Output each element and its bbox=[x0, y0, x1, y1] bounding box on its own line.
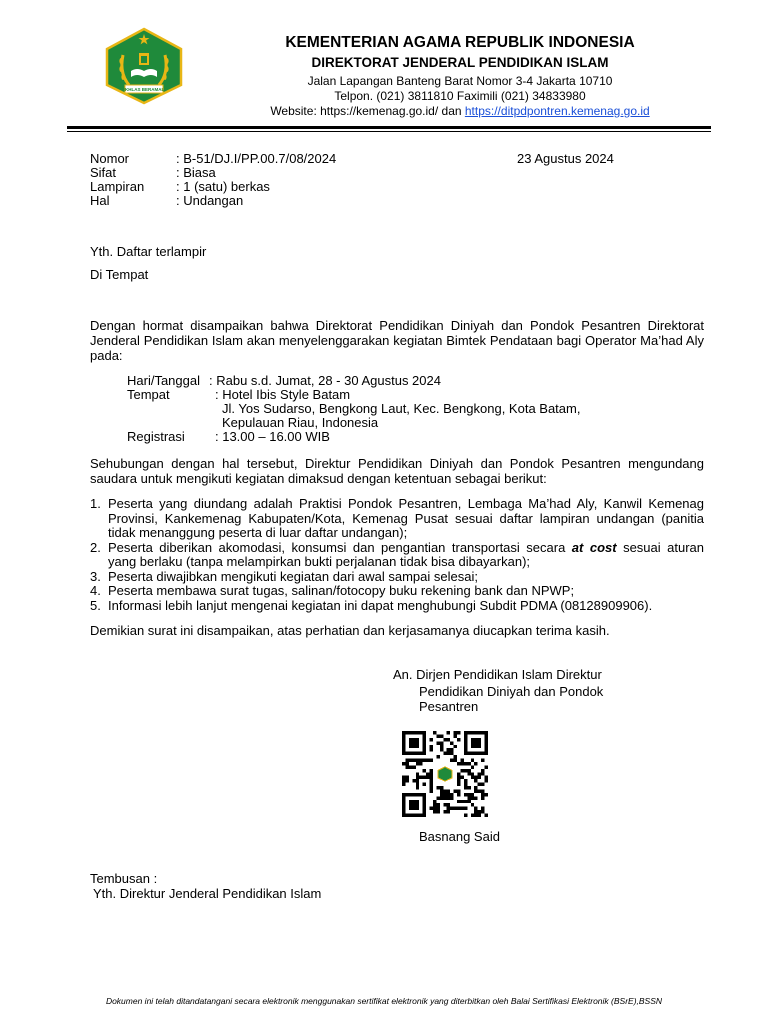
list-item bbox=[90, 497, 704, 541]
qr-module bbox=[474, 807, 477, 810]
qr-module bbox=[481, 772, 484, 775]
hal-value: : Undangan bbox=[176, 193, 244, 208]
list-item-text-part: sesuai aturan yang berlaku (tanpa melampirkan bukti perjalanan tidak bisa dibayarkan); bbox=[108, 539, 704, 569]
qr-module bbox=[481, 796, 484, 799]
qr-module bbox=[467, 800, 470, 803]
list-item-text-part: Peserta diberikan akomodasi, konsumsi dan pengantian transportasi secara bbox=[108, 539, 572, 555]
qr-module bbox=[460, 800, 463, 803]
qr-module bbox=[474, 762, 477, 765]
qr-module bbox=[457, 731, 460, 734]
qr-module bbox=[474, 786, 477, 789]
qr-finder-top-right bbox=[464, 731, 488, 755]
qr-module bbox=[402, 783, 405, 786]
qr-module bbox=[436, 796, 439, 799]
qr-module bbox=[481, 807, 484, 810]
list-item-text: Peserta membawa surat tugas, salinan/fotocopy buku rekening bank dan NPWP; bbox=[108, 583, 575, 598]
qr-module bbox=[460, 776, 463, 779]
qr-module bbox=[481, 769, 484, 772]
sifat-label: Sifat bbox=[90, 165, 117, 180]
qr-module bbox=[412, 759, 415, 762]
qr-module bbox=[474, 814, 477, 817]
qr-module bbox=[402, 762, 405, 765]
qr-module bbox=[454, 807, 457, 810]
qr-module bbox=[426, 776, 429, 779]
qr-module bbox=[450, 796, 453, 799]
signature-title-line3: Pesantren bbox=[419, 699, 479, 714]
qr-module bbox=[416, 779, 419, 782]
event-place-value: : Hotel Ibis Style Batam bbox=[215, 387, 351, 402]
qr-module bbox=[464, 800, 467, 803]
lampiran-value: : 1 (satu) berkas bbox=[176, 179, 270, 194]
qr-module bbox=[416, 772, 419, 775]
ministry-name: KEMENTERIAN AGAMA REPUBLIK INDONESIA bbox=[285, 34, 635, 51]
qr-module bbox=[402, 779, 405, 782]
qr-module bbox=[443, 810, 446, 813]
qr-module bbox=[450, 748, 453, 751]
requirements-list bbox=[90, 497, 704, 613]
qr-center-logo bbox=[436, 765, 453, 782]
letter-date: 23 Agustus 2024 bbox=[517, 151, 614, 166]
qr-module bbox=[433, 800, 436, 803]
qr-module bbox=[471, 759, 474, 762]
qr-module bbox=[409, 759, 412, 762]
qr-module bbox=[443, 752, 446, 755]
kemenag-logo bbox=[103, 27, 185, 105]
event-date-value: : Rabu s.d. Jumat, 28 - 30 Agustus 2024 bbox=[209, 373, 441, 388]
qr-module bbox=[478, 783, 481, 786]
letterhead-divider-thick bbox=[67, 126, 711, 129]
qr-module bbox=[405, 779, 408, 782]
qr-module bbox=[474, 796, 477, 799]
qr-module bbox=[485, 793, 488, 796]
qr-module bbox=[433, 731, 436, 734]
qr-module bbox=[457, 800, 460, 803]
sifat-value: : Biasa bbox=[176, 165, 216, 180]
qr-module bbox=[419, 762, 422, 765]
qr-module bbox=[436, 741, 439, 744]
qr-module bbox=[440, 796, 443, 799]
qr-module bbox=[460, 762, 463, 765]
list-item bbox=[90, 541, 704, 570]
qr-module bbox=[436, 803, 439, 806]
qr-module bbox=[464, 814, 467, 817]
closing-paragraph: Demikian surat ini disampaikan, atas perhatian dan kerjasamanya diucapkan terima kasih. bbox=[90, 623, 610, 638]
qr-module bbox=[416, 786, 419, 789]
qr-module bbox=[433, 807, 436, 810]
qr-module bbox=[457, 779, 460, 782]
qr-module bbox=[405, 776, 408, 779]
list-item bbox=[90, 584, 704, 599]
qr-module bbox=[464, 783, 467, 786]
qr-module bbox=[440, 789, 443, 792]
e-signature-footer: Dokumen ini telah ditandatangani secara elektronik menggunakan sertifikat elektronik yang diterbitkan oleh Balai Sertifikasi Elektronik (BSrE),BSSN bbox=[105, 996, 663, 1006]
qr-module bbox=[430, 772, 433, 775]
signature-title-line1: An. Dirjen Pendidikan Islam Direktur bbox=[393, 667, 602, 682]
qr-module bbox=[426, 772, 429, 775]
qr-module bbox=[464, 807, 467, 810]
qr-module bbox=[450, 759, 453, 762]
at-cost-emphasis: at cost bbox=[571, 539, 617, 555]
cc-item: Yth. Direktur Jenderal Pendidikan Islam bbox=[93, 886, 322, 901]
recipient-line: Yth. Daftar terlampir bbox=[90, 244, 207, 259]
qr-module bbox=[478, 810, 481, 813]
qr-module bbox=[447, 793, 450, 796]
qr-module bbox=[464, 762, 467, 765]
qr-module bbox=[430, 759, 433, 762]
qr-module bbox=[426, 759, 429, 762]
qr-module bbox=[440, 793, 443, 796]
list-item bbox=[90, 570, 704, 585]
qr-module bbox=[457, 783, 460, 786]
qr-module bbox=[471, 776, 474, 779]
qr-module bbox=[436, 755, 439, 758]
qr-module bbox=[471, 814, 474, 817]
qr-module bbox=[440, 786, 443, 789]
qr-module bbox=[478, 776, 481, 779]
qr-module bbox=[457, 772, 460, 775]
qr-module bbox=[454, 759, 457, 762]
qr-module bbox=[419, 759, 422, 762]
qr-module bbox=[450, 752, 453, 755]
list-item-number: 5. bbox=[90, 597, 101, 613]
list-item-number: 3. bbox=[90, 568, 101, 584]
qr-module bbox=[464, 793, 467, 796]
qr-module bbox=[457, 793, 460, 796]
event-registration-value: : 13.00 – 16.00 WIB bbox=[215, 429, 330, 444]
qr-module bbox=[447, 807, 450, 810]
qr-module bbox=[471, 772, 474, 775]
qr-module bbox=[433, 810, 436, 813]
list-intro-paragraph: Sehubungan dengan hal tersebut, Direktur Pendidikan Diniyah dan Pondok Pesantren mengundang saudara untuk mengikuti kegiatan dimaksud dengan ketentuan sebagai berikut: bbox=[90, 456, 704, 486]
qr-module bbox=[423, 759, 426, 762]
qr-module bbox=[423, 769, 426, 772]
qr-module bbox=[454, 755, 457, 758]
qr-module bbox=[460, 769, 463, 772]
qr-module bbox=[460, 759, 463, 762]
qr-module bbox=[430, 745, 433, 748]
qr-module bbox=[481, 789, 484, 792]
qr-module bbox=[454, 745, 457, 748]
qr-module bbox=[485, 779, 488, 782]
qr-module bbox=[416, 783, 419, 786]
opening-paragraph: Dengan hormat disampaikan bahwa Direktorat Pendidikan Diniyah dan Pondok Pesantren Direktorat Jenderal Pendidikan Islam akan menyelenggarakan kegiatan Bimtek Pendataan bagi Operator Ma’had Aly pada: bbox=[90, 318, 704, 363]
qr-module bbox=[430, 748, 433, 751]
qr-module bbox=[457, 807, 460, 810]
qr-module bbox=[405, 762, 408, 765]
qr-module bbox=[447, 748, 450, 751]
qr-module bbox=[412, 779, 415, 782]
logo-motto: IKHLAS BERAMAL bbox=[123, 87, 165, 92]
qr-module bbox=[436, 807, 439, 810]
qr-module bbox=[450, 793, 453, 796]
hal-label: Hal bbox=[90, 193, 110, 208]
qr-module bbox=[447, 803, 450, 806]
qr-module bbox=[447, 810, 450, 813]
qr-module bbox=[440, 748, 443, 751]
letterhead-address: Jalan Lapangan Banteng Barat Nomor 3-4 Jakarta 10710 bbox=[307, 74, 613, 88]
qr-module bbox=[474, 779, 477, 782]
qr-module bbox=[457, 776, 460, 779]
list-item-text: Informasi lebih lanjut mengenai kegiatan ini dapat menghubungi Subdit PDMA (08128909906). bbox=[108, 597, 653, 613]
qr-module bbox=[457, 738, 460, 741]
qr-module bbox=[430, 783, 433, 786]
qr-module bbox=[416, 762, 419, 765]
qr-module bbox=[430, 789, 433, 792]
qr-module bbox=[467, 772, 470, 775]
qr-module bbox=[450, 807, 453, 810]
qr-module bbox=[419, 776, 422, 779]
qr-module bbox=[443, 803, 446, 806]
qr-module bbox=[443, 796, 446, 799]
event-registration-label: Registrasi bbox=[127, 429, 185, 444]
qr-module bbox=[430, 776, 433, 779]
qr-module bbox=[478, 814, 481, 817]
qr-finder-bottom-left bbox=[402, 793, 426, 817]
list-item-text: Peserta yang diundang adalah Praktisi Pondok Pesantren, Lembaga Ma’had Aly, Kanwil Kemenag Provinsi, Kankemenag Kabupaten/Kota, Kemenag Pusat sesuai daftar lampiran undangan (panitia tidak menanggung peserta di luar daftar undangan); bbox=[108, 496, 704, 540]
signature-qr-code bbox=[402, 731, 488, 817]
signature-title-line2: Pendidikan Diniyah dan Pondok bbox=[419, 684, 604, 699]
qr-module bbox=[433, 803, 436, 806]
list-item-number: 2. bbox=[90, 539, 101, 555]
qr-module bbox=[430, 769, 433, 772]
qr-module bbox=[464, 779, 467, 782]
qr-module bbox=[485, 776, 488, 779]
qr-module bbox=[416, 759, 419, 762]
qr-module bbox=[409, 765, 412, 768]
qr-module bbox=[467, 769, 470, 772]
event-date-label: Hari/Tanggal bbox=[127, 373, 200, 388]
list-item-number: 1. bbox=[90, 496, 101, 511]
event-place-label: Tempat bbox=[127, 387, 170, 402]
list-item bbox=[90, 599, 704, 614]
qr-module bbox=[436, 734, 439, 737]
nomor-label: Nomor bbox=[90, 151, 130, 166]
qr-module bbox=[485, 814, 488, 817]
qr-module bbox=[440, 741, 443, 744]
qr-module bbox=[436, 810, 439, 813]
qr-module bbox=[471, 803, 474, 806]
qr-module bbox=[430, 786, 433, 789]
qr-module bbox=[405, 765, 408, 768]
qr-module bbox=[423, 783, 426, 786]
cc-label: Tembusan : bbox=[90, 871, 158, 886]
qr-module bbox=[423, 776, 426, 779]
qr-module bbox=[471, 796, 474, 799]
qr-module bbox=[402, 776, 405, 779]
website-prefix: Website: https://kemenag.go.id/ dan bbox=[270, 104, 465, 118]
qr-module bbox=[440, 734, 443, 737]
qr-module bbox=[474, 776, 477, 779]
qr-module bbox=[467, 786, 470, 789]
qr-module bbox=[443, 738, 446, 741]
signatory-name: Basnang Said bbox=[419, 829, 500, 844]
directorate-name: DIREKTORAT JENDERAL PENDIDIKAN ISLAM bbox=[311, 55, 609, 70]
qr-module bbox=[447, 789, 450, 792]
letterhead-website bbox=[190, 104, 730, 118]
qr-module bbox=[430, 807, 433, 810]
qr-module bbox=[430, 779, 433, 782]
qr-module bbox=[436, 786, 439, 789]
lampiran-label: Lampiran bbox=[90, 179, 145, 194]
qr-module bbox=[416, 776, 419, 779]
qr-module bbox=[457, 789, 460, 792]
qr-module bbox=[474, 810, 477, 813]
qr-module bbox=[481, 759, 484, 762]
qr-module bbox=[485, 765, 488, 768]
qr-module bbox=[474, 789, 477, 792]
qr-module bbox=[412, 765, 415, 768]
qr-module bbox=[481, 783, 484, 786]
qr-module bbox=[454, 731, 457, 734]
qr-module bbox=[443, 793, 446, 796]
qr-module bbox=[447, 752, 450, 755]
qr-module bbox=[450, 741, 453, 744]
letterhead-divider-thin bbox=[67, 131, 711, 132]
qr-module bbox=[460, 807, 463, 810]
qr-module bbox=[447, 731, 450, 734]
qr-module bbox=[467, 793, 470, 796]
qr-module bbox=[481, 793, 484, 796]
event-place-address: Jl. Yos Sudarso, Bengkong Laut, Kec. Bengkong, Kota Batam, bbox=[222, 401, 581, 416]
qr-module bbox=[454, 734, 457, 737]
letterhead-phone: Telpon. (021) 3811810 Faximili (021) 34833980 bbox=[334, 89, 586, 103]
qr-module bbox=[481, 810, 484, 813]
qr-module bbox=[447, 796, 450, 799]
qr-module bbox=[471, 765, 474, 768]
nomor-value: : B-51/DJ.I/PP.00.7/08/2024 bbox=[176, 151, 337, 166]
qr-module bbox=[467, 762, 470, 765]
website-link[interactable]: https://ditpdpontren.kemenag.go.id bbox=[464, 104, 650, 118]
qr-module bbox=[443, 789, 446, 792]
qr-module bbox=[478, 772, 481, 775]
list-item-number: 4. bbox=[90, 583, 101, 598]
qr-module bbox=[471, 793, 474, 796]
qr-module bbox=[457, 762, 460, 765]
qr-finder-top-left bbox=[402, 731, 426, 755]
qr-module bbox=[440, 745, 443, 748]
qr-module bbox=[405, 759, 408, 762]
qr-module bbox=[467, 796, 470, 799]
recipient-place: Di Tempat bbox=[90, 267, 149, 282]
qr-module bbox=[447, 738, 450, 741]
qr-module bbox=[464, 769, 467, 772]
event-place-region: Kepulauan Riau, Indonesia bbox=[222, 415, 379, 430]
qr-module bbox=[464, 786, 467, 789]
qr-module bbox=[454, 789, 457, 792]
qr-module bbox=[478, 789, 481, 792]
qr-module bbox=[430, 738, 433, 741]
list-item-text bbox=[108, 541, 704, 570]
list-item-text: Peserta diwajibkan mengikuti kegiatan dari awal sampai selesai; bbox=[108, 568, 478, 584]
